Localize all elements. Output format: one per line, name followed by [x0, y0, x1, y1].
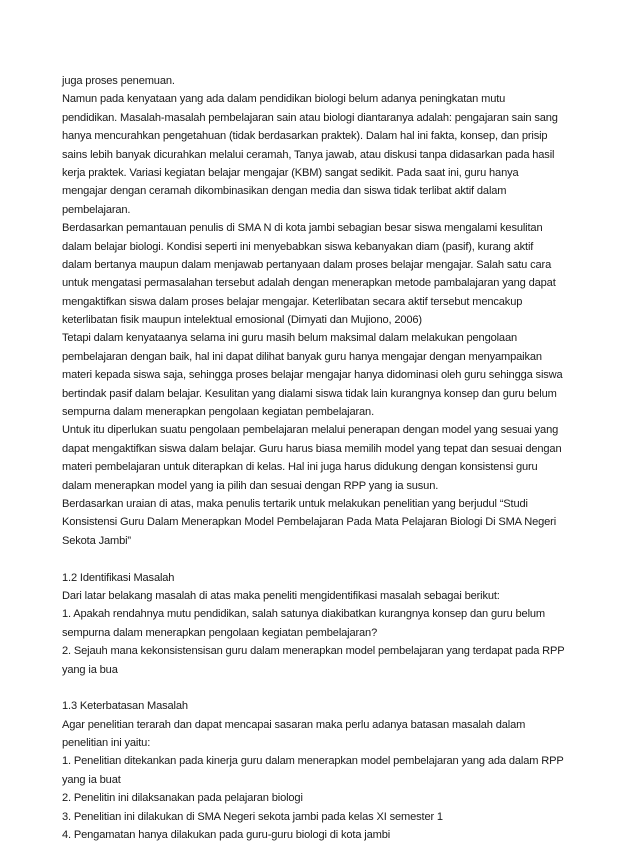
text-line: juga proses penemuan. [62, 75, 175, 87]
section-heading: 1.2 Identifikasi Masalah [62, 571, 175, 584]
text-line: Sekota Jambi” [62, 534, 131, 547]
text-line: penelitian ini yaitu: [62, 737, 151, 750]
paragraph-gap [62, 550, 572, 568]
text-line: dalam menerapkan model yang ia pilih dan sesuai dengan RPP yang ia susun. [62, 479, 439, 492]
text-line: Agar penelitian terarah dan dapat mencapai sasaran maka perlu adanya batasan masalah dalam [62, 718, 526, 731]
text-line: 2. Sejauh mana kekonsistensisan guru dalam menerapkan model pembelajaran yang terdapat pada RPP [62, 645, 565, 658]
text-line: mengaktifkan siswa dalam proses belajar mengajar. Keterlibatan secara aktif tersebut mencakup [62, 295, 523, 308]
text-line: untuk mengatasi permasalahan tersebut adalah dengan menerapkan metode pambalajaran yang dapat [62, 277, 556, 290]
text-line: bertindak pasif dalam belajar. Kesulitan yang dialami siswa tidak lain kurangnya konsep dan guru belum [62, 387, 557, 400]
text-line: yang ia bua [62, 663, 118, 676]
text-line: dapat mengaktifkan siswa dalam belajar. Guru harus biasa memilih model yang tepat dan sesuai dengan [62, 442, 562, 455]
text-line: 3. Penelitian ini dilakukan di SMA Negeri sekota jambi pada kelas XI semester 1 [62, 810, 443, 823]
text-line: sempurna dalam menerapkan pengolaan kegiatan pembelajaran. [62, 406, 375, 419]
text-line: 1. Apakah rendahnya mutu pendidikan, salah satunya diakibatkan kurangnya konsep dan guru belum [62, 608, 546, 621]
text-line: yang ia buat [62, 773, 121, 786]
text-line: materi kepada siswa saja, sehingga proses belajar mengajar hanya didominasi oleh guru sehingga siswa [62, 369, 563, 382]
text-line: sains lebih banyak dicurahkan melalui ceramah, Tanya jawab, atau diskusi tanpa didasarkan pada hasil [62, 148, 555, 161]
text-line: pembelajaran. [62, 203, 131, 216]
text-line: hanya mencurahkan pengetahuan (tidak berdasarkan praktek). Dalam hal ini fakta, konsep, dan prisip [62, 130, 548, 143]
intro-text [62, 72, 572, 550]
text-line: 1. Penelitian ditekankan pada kinerja guru dalam menerapkan model pembelajaran yang ada dalam RPP [62, 755, 564, 768]
text-line: pembelajaran dengan baik, hal ini dapat dilihat banyak guru hanya mengajar dengan menyampaikan [62, 350, 542, 363]
document-page [62, 72, 572, 844]
text-line: keterlibatan fisik maupun intelektual emosional (Dimyati dan Mujiono, 2006) [62, 314, 422, 327]
text-line: kerja praktek. Variasi kegiatan belajar mengajar (KBM) sangat sedikit. Pada saat ini, guru hanya [62, 166, 519, 179]
text-line: Namun pada kenyataan yang ada dalam pendidikan biologi belum adanya peningkatan mutu [62, 93, 506, 106]
text-line: Tetapi dalam kenyataanya selama ini guru masih belum maksimal dalam melakukan pengolaan [62, 332, 517, 345]
text-line: dalam bertanya maupun dalam menjawab pertanyaan dalam proses belajar mengajar. Salah satu cara [62, 258, 552, 271]
text-line: mengajar dengan ceramah dikombinasikan dengan media dan siswa tidak terlibat aktif dalam [62, 185, 507, 198]
text-line: Berdasarkan uraian di atas, maka penulis tertarik untuk melakukan penelitian yang berjudul “Studi [62, 497, 528, 510]
text-line: Dari latar belakang masalah di atas maka peneliti mengidentifikasi masalah sebagai berikut: [62, 589, 500, 602]
section-heading: 1.3 Keterbatasan Masalah [62, 700, 188, 713]
text-line: Berdasarkan pemantauan penulis di SMA N di kota jambi sebagian besar siswa mengalami kesulitan [62, 222, 543, 235]
text-line: Konsistensi Guru Dalam Menerapkan Model Pembelajaran Pada Mata Pelajaran Biologi Di SMA Negeri [62, 516, 557, 529]
text-line: sempurna dalam menerapkan pengolaan kegiatan pembelajaran? [62, 626, 378, 639]
text-line: pendidikan. Masalah-masalah pembelajaran sain atau biologi diantaranya adalah: pengajaran sain sang [62, 111, 558, 124]
text-line: 4. Pengamatan hanya dilakukan pada guru-guru biologi di kota jambi [62, 829, 391, 842]
text-line: 2. Penelitin ini dilaksanakan pada pelajaran biologi [62, 792, 303, 805]
text-line: dalam belajar biologi. Kondisi seperti ini menyebabkan siswa kebanyakan diam (pasif), kurang aktif [62, 240, 534, 253]
text-line: Untuk itu diperlukan suatu pengolaan pembelajaran melalui penerapan dengan model yang sesuai yang [62, 424, 559, 437]
paragraph-gap [62, 679, 572, 697]
text-line: materi pembelajaran untuk diterapkan di kelas. Hal ini juga harus didukung dengan konsistensi guru [62, 461, 538, 474]
section-identifikasi-masalah [62, 569, 572, 679]
section-keterbatasan-masalah [62, 697, 572, 844]
